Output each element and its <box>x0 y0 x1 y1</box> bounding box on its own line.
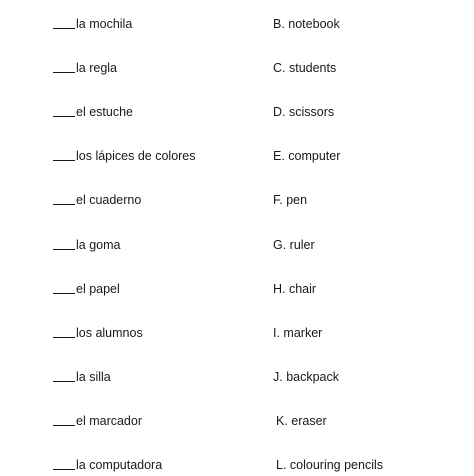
english-definition: H. chair <box>273 282 317 296</box>
answer-blank[interactable] <box>53 293 75 294</box>
spanish-term: el papel <box>76 282 120 296</box>
match-row <box>0 15 474 35</box>
spanish-term: el marcador <box>76 414 142 428</box>
spanish-term: la silla <box>76 370 111 384</box>
english-definition: D. scissors <box>273 105 335 119</box>
english-definition: F. pen <box>273 193 308 207</box>
answer-blank[interactable] <box>53 72 75 73</box>
spanish-term: la regla <box>76 61 117 75</box>
match-row <box>0 147 474 167</box>
answer-blank[interactable] <box>53 469 75 470</box>
match-row <box>0 191 474 211</box>
match-row <box>0 236 474 256</box>
spanish-term: la goma <box>76 238 121 252</box>
english-definition: B. notebook <box>273 17 340 31</box>
spanish-term: los alumnos <box>76 326 143 340</box>
match-row <box>0 368 474 388</box>
english-definition: K. eraser <box>276 414 327 428</box>
english-definition: J. backpack <box>273 370 340 384</box>
match-row <box>0 324 474 344</box>
english-definition: G. ruler <box>273 238 315 252</box>
match-row <box>0 59 474 79</box>
answer-blank[interactable] <box>53 425 75 426</box>
spanish-term: los lápices de colores <box>76 149 196 163</box>
answer-blank[interactable] <box>53 160 75 161</box>
english-definition: E. computer <box>273 149 341 163</box>
match-row <box>0 412 474 432</box>
answer-blank[interactable] <box>53 116 75 117</box>
spanish-term: la computadora <box>76 458 163 472</box>
english-definition: L. colouring pencils <box>276 458 384 472</box>
spanish-term: el cuaderno <box>76 193 142 207</box>
answer-blank[interactable] <box>53 381 75 382</box>
spanish-term: el estuche <box>76 105 133 119</box>
answer-blank[interactable] <box>53 249 75 250</box>
match-row <box>0 103 474 123</box>
answer-blank[interactable] <box>53 204 75 205</box>
english-definition: C. students <box>273 61 337 75</box>
match-row <box>0 280 474 300</box>
answer-blank[interactable] <box>53 337 75 338</box>
match-row <box>0 456 474 476</box>
spanish-term: la mochila <box>76 17 133 31</box>
english-definition: I. marker <box>273 326 323 340</box>
answer-blank[interactable] <box>53 28 75 29</box>
